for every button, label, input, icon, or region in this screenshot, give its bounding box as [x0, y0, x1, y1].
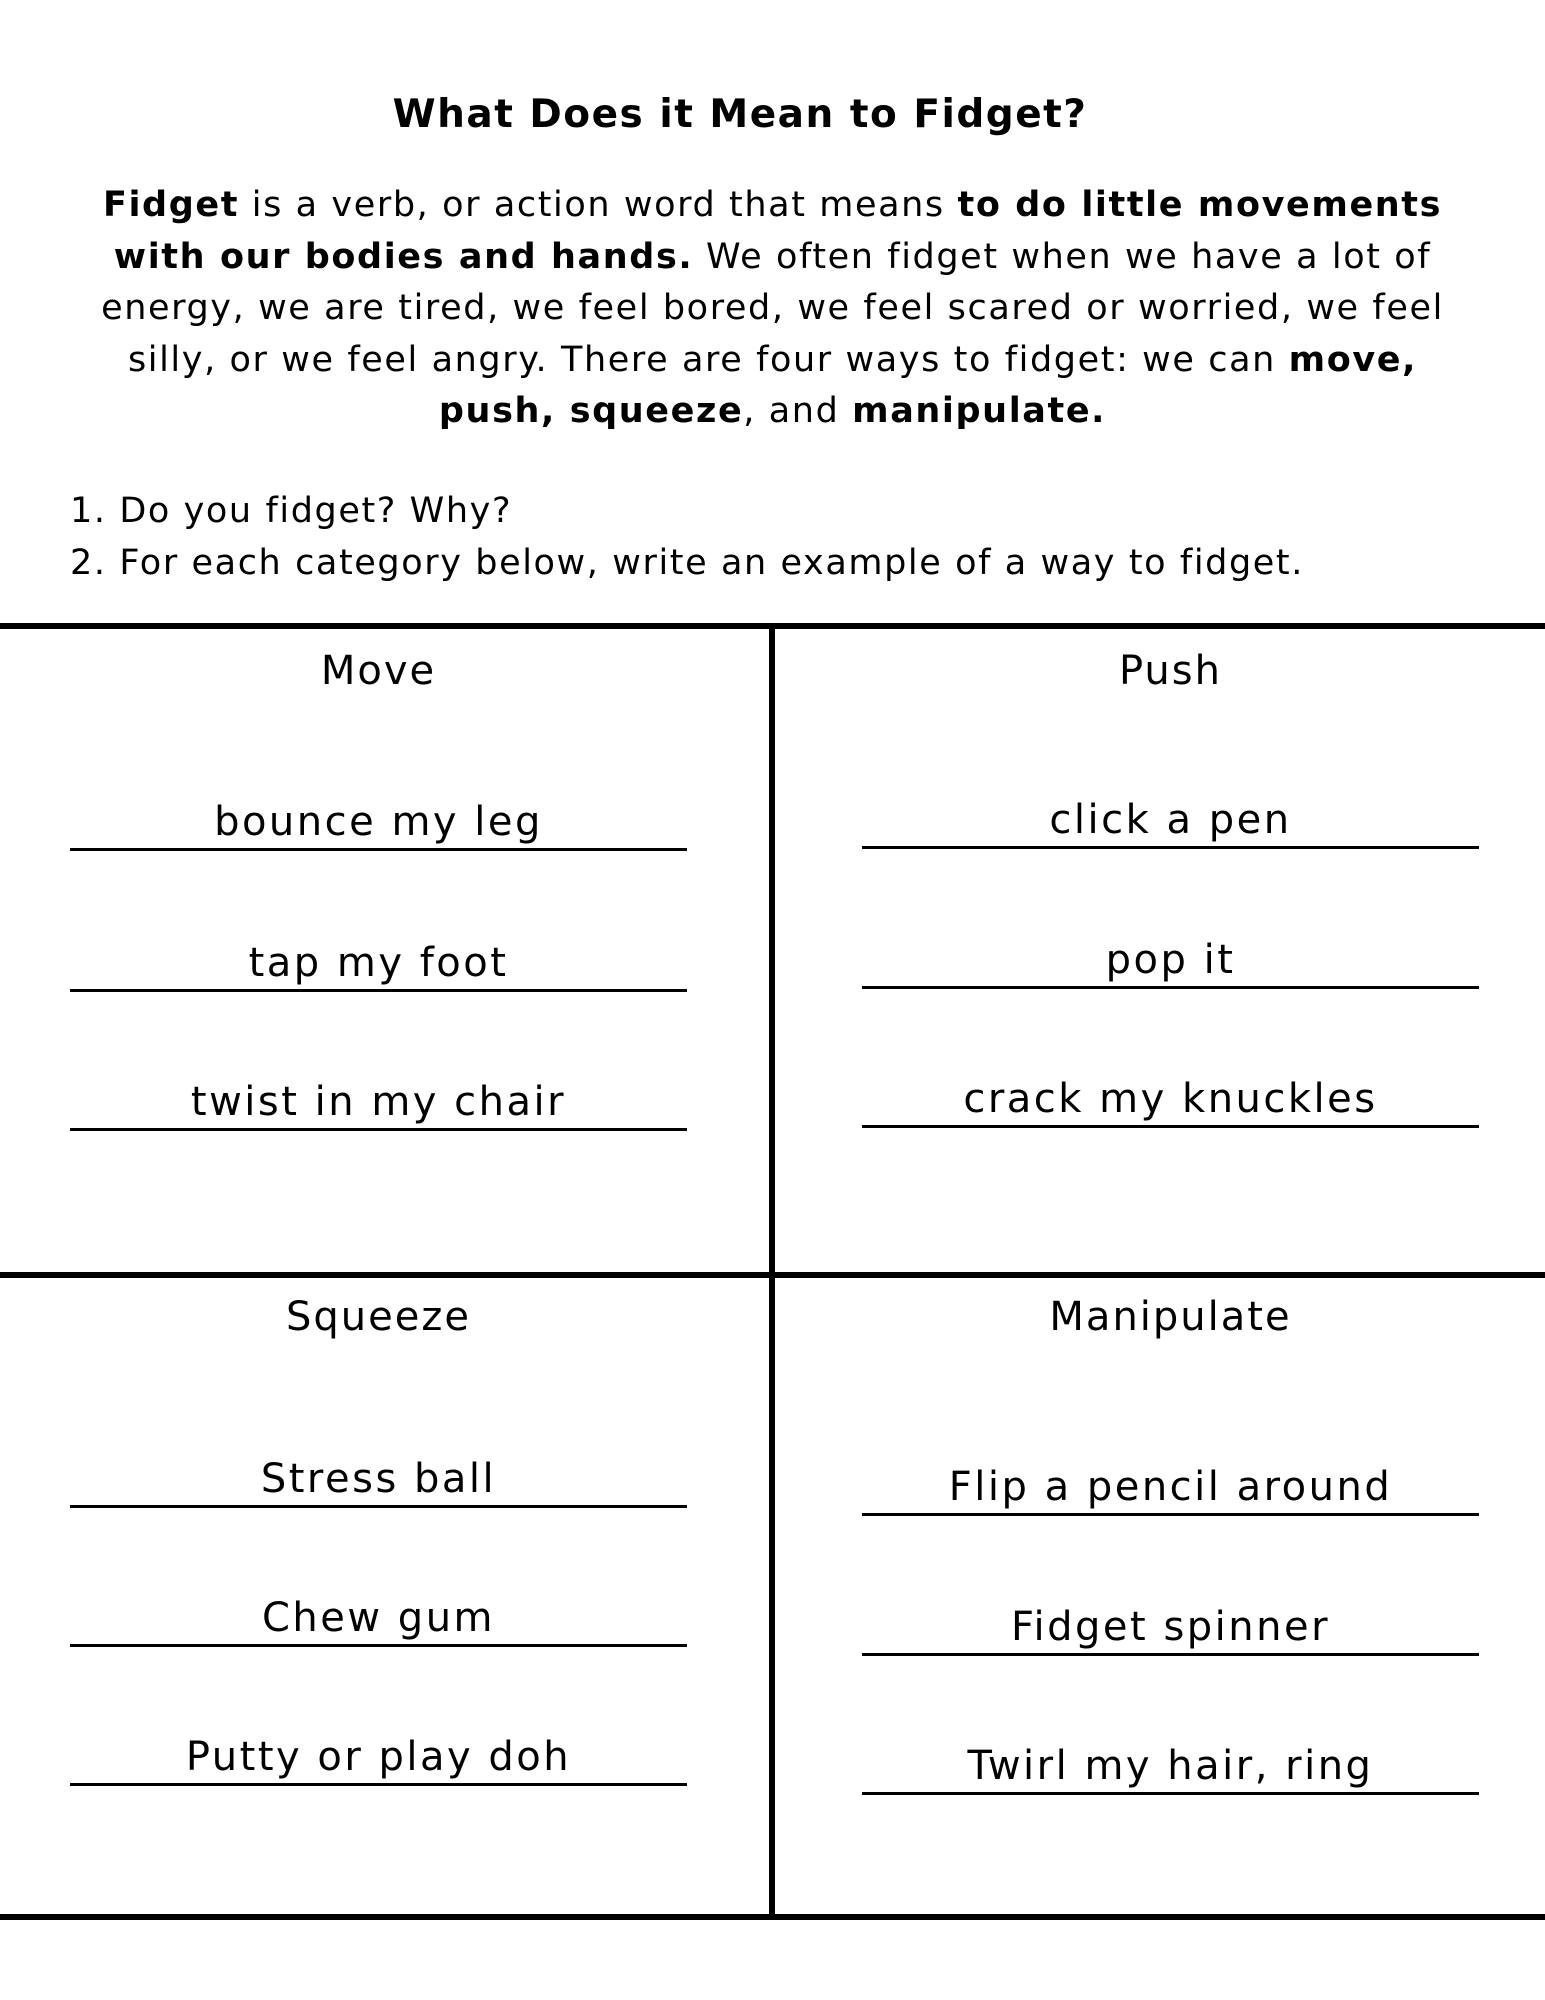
answer-line[interactable]: Chew gum [70, 1592, 687, 1647]
intro-text-3: , and [743, 391, 853, 431]
intro-term: Fidget [102, 185, 240, 225]
answer-line[interactable]: Flip a pencil around [862, 1461, 1479, 1516]
answer-line[interactable]: click a pen [862, 794, 1479, 849]
answer-line[interactable]: Fidget spinner [862, 1601, 1479, 1656]
intro-manipulate: manipulate. [852, 391, 1107, 431]
question-1: 1. Do you fidget? Why? [70, 491, 513, 531]
category-title: Push [1119, 648, 1222, 694]
answer-line[interactable]: tap my foot [70, 937, 687, 992]
question-list [70, 486, 1304, 589]
answer-line[interactable]: Stress ball [70, 1453, 687, 1508]
answer-line[interactable]: bounce my leg [70, 796, 687, 851]
answer-line[interactable]: pop it [862, 934, 1479, 989]
category-title: Manipulate [1049, 1294, 1292, 1340]
page-title: What Does it Mean to Fidget? [392, 92, 1088, 137]
intro-definition: to do little movements with our bodies and hands. [113, 185, 1443, 277]
answer-line[interactable]: Putty or play doh [70, 1731, 687, 1786]
answer-line[interactable]: Twirl my hair, ring [862, 1740, 1479, 1795]
intro-text-1: is a verb, or action word that means [239, 185, 958, 225]
intro-text-2: We often fidget when we have a lot of energy, we are tired, we feel bored, we feel scared or worried, we feel silly, or we feel angry. There are four ways to fidget: we can [101, 236, 1444, 380]
category-title: Squeeze [286, 1294, 471, 1340]
question-2: 2. For each category below, write an example of a way to fidget. [70, 542, 1304, 583]
category-title: Move [320, 648, 437, 694]
intro-paragraph [80, 180, 1465, 438]
answer-line[interactable]: twist in my chair [70, 1076, 687, 1131]
grid-vertical-divider [769, 623, 775, 1919]
answer-line[interactable]: crack my knuckles [862, 1073, 1479, 1128]
intro-ways: move, push, squeeze [438, 339, 1418, 431]
